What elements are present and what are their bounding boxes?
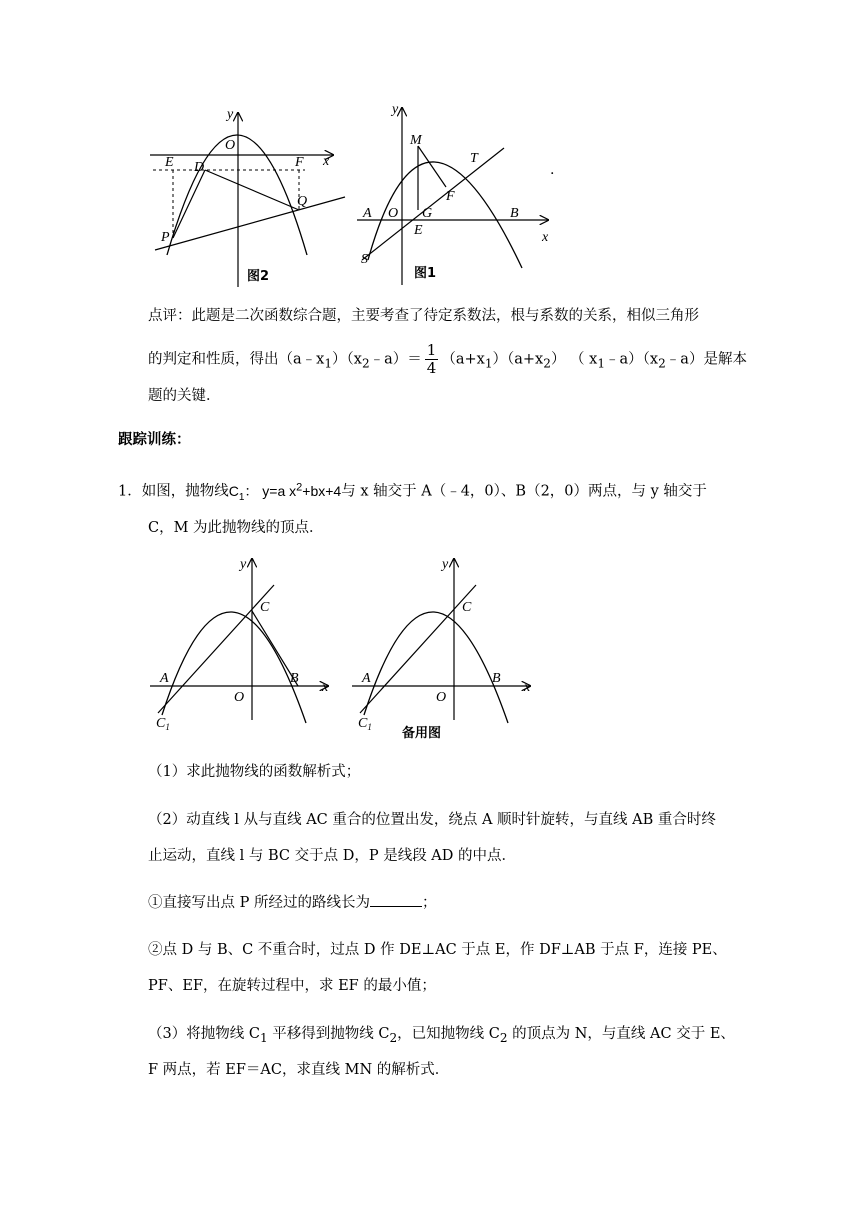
label-p: P xyxy=(161,230,170,245)
label-q: Q xyxy=(297,194,308,209)
line-ac xyxy=(360,585,476,713)
label-b: B xyxy=(510,206,519,221)
question-2-2-line-2: PF、EF，在旋转过程中，求 EF 的最小值； xyxy=(148,978,436,994)
section-title: 跟踪训练： xyxy=(118,431,191,448)
label-o: O xyxy=(234,690,245,705)
problem-line-2: C，M 为此抛物线的顶点． xyxy=(148,520,324,536)
answer-blank xyxy=(370,892,422,907)
label-t: T xyxy=(470,151,478,166)
label-x: x xyxy=(542,230,549,245)
label-a: A xyxy=(160,671,169,686)
figure-4-caption: 备用图 xyxy=(402,726,442,741)
label-f: F xyxy=(295,155,304,170)
label-y: y xyxy=(240,557,247,572)
fraction-one-quarter: $\frac{1}{4}$ xyxy=(426,341,437,377)
label-f: F xyxy=(446,189,455,204)
label-m: M xyxy=(410,133,422,148)
label-s: S xyxy=(361,252,368,267)
label-x: x xyxy=(322,680,329,695)
label-o: O xyxy=(436,690,447,705)
label-o: O xyxy=(388,206,399,221)
question-2-2-line-1: ②点 D 与 B、C 不重合时，过点 D 作 DE⊥AC 于点 E，作 DF⊥AB 于点 F，连接 PE、 xyxy=(148,942,727,958)
label-o: O xyxy=(225,138,236,153)
label-a: A xyxy=(363,206,372,221)
label-c: C xyxy=(260,600,270,615)
label-y: y xyxy=(392,102,399,117)
stray-dot: . xyxy=(550,162,555,178)
question-2-1: ①直接写出点 P 所经过的路线长为 ； xyxy=(148,892,436,913)
parabola xyxy=(167,135,307,255)
problem-line-1: 1．如图，抛物线$C_1$： y=a $x^2+bx+4$与 x 轴交于 A（﹣4，0）、B（2，0）两点，与 y 轴交于 xyxy=(118,481,707,503)
comment-line-3: 题的关键． xyxy=(148,388,221,404)
question-2-line-2: 止运动，直线 l 与 BC 交于点 D，P 是线段 AD 的中点． xyxy=(148,848,517,864)
label-d: D xyxy=(194,160,205,175)
question-3-line-2: F 两点，若 EF＝AC，求直线 MN 的解析式． xyxy=(148,1062,450,1078)
line-ac xyxy=(158,585,274,713)
comment-line-1: 点评：此题是二次函数综合题，主要考查了待定系数法，根与系数的关系，相似三角形 xyxy=(148,308,699,324)
figure-1-caption: 图1 xyxy=(414,266,437,281)
label-c: C xyxy=(462,600,472,615)
figure-1-diagram xyxy=(352,100,557,290)
label-c1: $C_1$ xyxy=(156,716,170,732)
question-3-line-1: （3）将抛物线 $C_1$ 平移得到抛物线 $C_2$，已知抛物线 $C_2$ 的顶点为 N，与直线 AC 交于 E、 xyxy=(148,1026,735,1045)
label-g: G xyxy=(422,206,433,221)
label-b: B xyxy=(290,671,299,686)
label-x: x xyxy=(323,154,330,169)
figure-2-caption: 图2 xyxy=(247,269,270,284)
label-y: y xyxy=(227,107,234,122)
comment-line-2: 的判定和性质，得出$(a﹣x_1)(x_2﹣a)=$ $\frac{1}{4}$ $(a+x_1)(a+x_2)$ （ $x_1﹣a)(x_2﹣a)$是解本 xyxy=(148,341,747,377)
segment-dp xyxy=(173,170,205,238)
line-st xyxy=(362,148,504,260)
segment-mf xyxy=(418,146,446,187)
figure-3-diagram xyxy=(148,555,338,740)
label-e: E xyxy=(414,223,423,238)
question-2-line-1: （2）动直线 l 从与直线 AC 重合的位置出发，绕点 A 顺时针旋转，与直线 AB 重合时终 xyxy=(148,812,716,828)
label-b: B xyxy=(492,671,501,686)
label-x: x xyxy=(524,680,531,695)
label-y: y xyxy=(442,557,449,572)
label-e: E xyxy=(165,155,174,170)
figure-2-diagram xyxy=(145,105,355,290)
label-c1: $C_1$ xyxy=(358,716,372,732)
question-1: （1）求此抛物线的函数解析式； xyxy=(148,764,361,780)
figure-4-diagram xyxy=(350,555,540,745)
label-a: A xyxy=(362,671,371,686)
